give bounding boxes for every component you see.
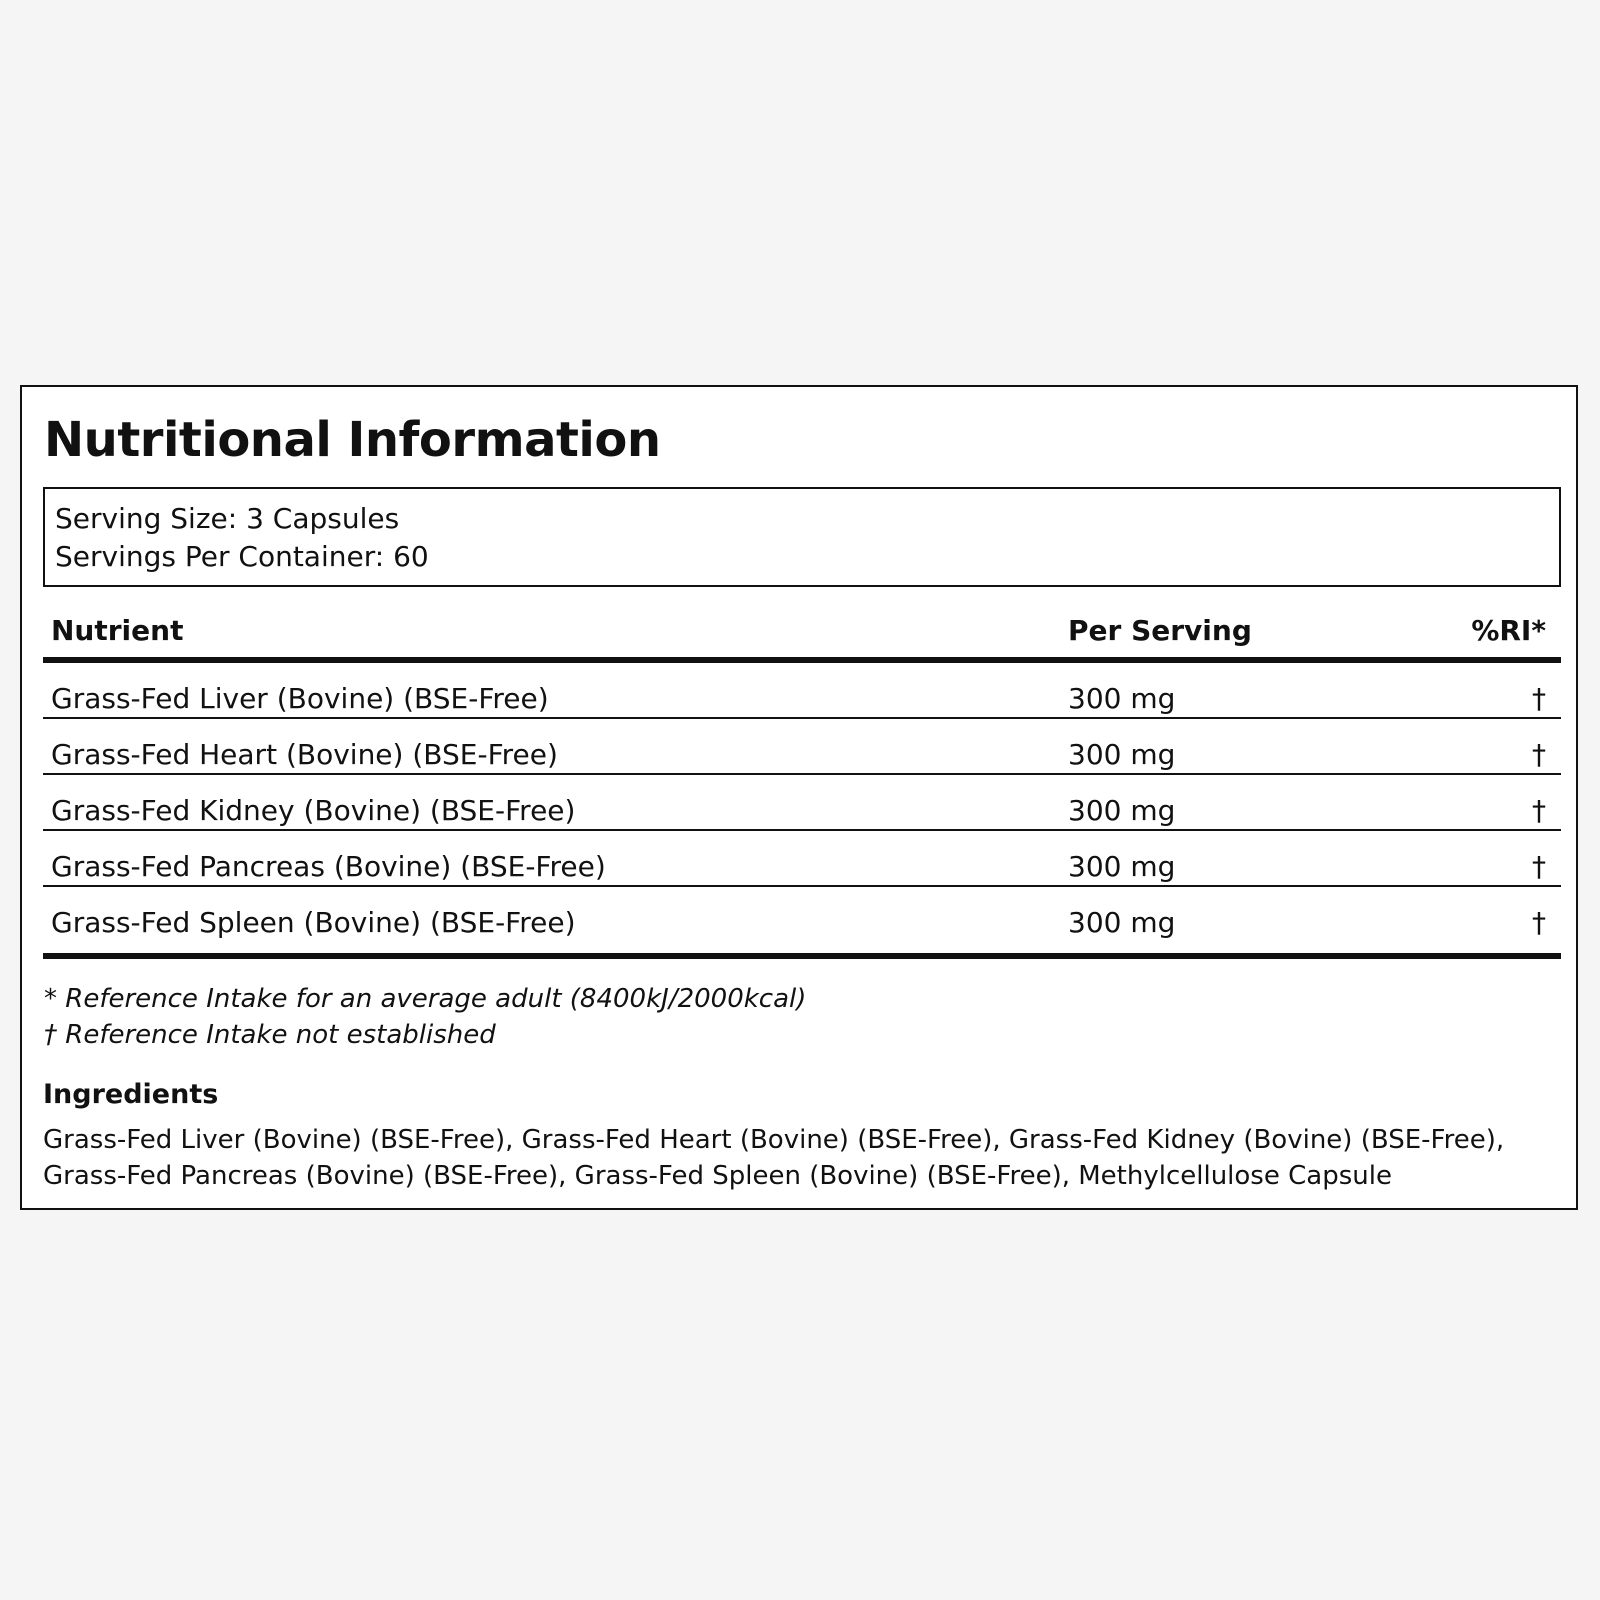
header-per-serving: Per Serving xyxy=(1068,614,1252,647)
header-ri: %RI* xyxy=(1471,614,1546,647)
ingredients-heading: Ingredients xyxy=(43,1079,219,1110)
per-serving-value: 300 mg xyxy=(1068,682,1176,715)
ingredients-text: Grass-Fed Liver (Bovine) (BSE-Free), Grass-Fed Heart (Bovine) (BSE-Free), Grass-Fed Kidney (Bovine) (BSE-Free), Grass-Fed Pancreas (Bovine) (BSE-Free), Grass-Fed Spleen (Bovine) (BSE-Free), Methylcellulose Capsule xyxy=(43,1125,1505,1191)
table-row xyxy=(22,719,1576,775)
table-row xyxy=(22,831,1576,887)
per-serving-value: 300 mg xyxy=(1068,850,1176,883)
nutrient-table-body xyxy=(22,663,1576,943)
table-bottom-rule xyxy=(43,953,1561,959)
ri-value: † xyxy=(1532,738,1546,771)
ri-value: † xyxy=(1532,794,1546,827)
nutrient-name: Grass-Fed Pancreas (Bovine) (BSE-Free) xyxy=(51,850,606,883)
per-serving-value: 300 mg xyxy=(1068,738,1176,771)
serving-size: Serving Size: 3 Capsules xyxy=(55,502,400,535)
footnote-ri-not-established: † Reference Intake not established xyxy=(44,1020,496,1050)
nutrient-name: Grass-Fed Heart (Bovine) (BSE-Free) xyxy=(51,738,558,771)
table-row xyxy=(22,887,1576,943)
nutrition-label-panel xyxy=(20,385,1578,1210)
table-row xyxy=(22,663,1576,719)
servings-per-container: Servings Per Container: 60 xyxy=(55,540,429,573)
per-serving-value: 300 mg xyxy=(1068,906,1176,939)
ri-value: † xyxy=(1532,906,1546,939)
ri-value: † xyxy=(1532,682,1546,715)
nutrient-name: Grass-Fed Kidney (Bovine) (BSE-Free) xyxy=(51,794,576,827)
label-title: Nutritional Information xyxy=(44,412,661,468)
header-nutrient: Nutrient xyxy=(51,614,184,647)
footnote-ri-reference: * Reference Intake for an average adult (8400kJ/2000kcal) xyxy=(44,984,807,1014)
nutrient-name: Grass-Fed Liver (Bovine) (BSE-Free) xyxy=(51,682,549,715)
nutrient-name: Grass-Fed Spleen (Bovine) (BSE-Free) xyxy=(51,906,576,939)
serving-info-box xyxy=(43,487,1561,587)
table-header xyxy=(22,611,1576,651)
ri-value: † xyxy=(1532,850,1546,883)
table-row xyxy=(22,775,1576,831)
footnotes xyxy=(44,981,806,1053)
per-serving-value: 300 mg xyxy=(1068,794,1176,827)
